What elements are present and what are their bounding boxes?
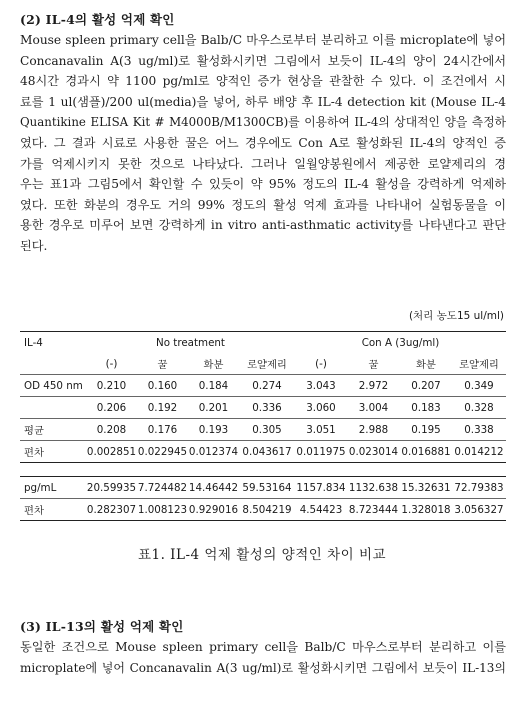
table-group-header-row bbox=[20, 332, 506, 354]
text-line: 48시간 경과시 약 1100 pg/ml로 양적인 증가 현상을 관찰한 수 있다. 이 조건에서 시 bbox=[20, 74, 506, 89]
table-cell: 0.328 bbox=[452, 397, 506, 419]
section-body-il4 bbox=[20, 30, 506, 257]
table-row bbox=[20, 397, 506, 419]
row-label: 편차 bbox=[20, 499, 86, 521]
column-header: 로얄제리 bbox=[239, 353, 295, 375]
table-row bbox=[20, 375, 506, 397]
table-cell: 0.184 bbox=[188, 375, 239, 397]
text-line: 료를 1 ul(샘플)/200 ul(media)을 넣어, 하루 배양 후 IL-4 detection kit (Mouse IL-4 bbox=[20, 94, 506, 109]
row-label: 평균 bbox=[20, 419, 86, 441]
column-header: 꿀 bbox=[137, 353, 188, 375]
table-cell: 3.056327 bbox=[452, 499, 506, 521]
row-label-header: IL-4 bbox=[20, 332, 86, 354]
subheader-blank bbox=[20, 353, 86, 375]
text-line: 였다. 또한 화분의 경우도 거의 99% 정도의 활성 억제 효과를 나타내어 실험동물을 이 bbox=[20, 197, 506, 212]
table-row bbox=[20, 499, 506, 521]
table-cell: 8.504219 bbox=[239, 499, 295, 521]
table-cell: 0.043617 bbox=[239, 441, 295, 463]
table-cell: 0.282307 bbox=[86, 499, 137, 521]
text-line: Concanavalin A(3 ug/ml)로 활성화시키면 그림에서 보듯이 IL-4의 양이 24시간에서 bbox=[20, 53, 506, 68]
table-cell: 3.060 bbox=[295, 397, 347, 419]
text-line: 된다. bbox=[20, 238, 48, 253]
table-cell: 3.051 bbox=[295, 419, 347, 441]
table-cell: 0.929016 bbox=[188, 499, 239, 521]
row-label: pg/mL bbox=[20, 477, 86, 499]
table-cell: 0.338 bbox=[452, 419, 506, 441]
column-header: 꿀 bbox=[347, 353, 400, 375]
table-cell: 1.328018 bbox=[400, 499, 452, 521]
table-cell: 0.011975 bbox=[295, 441, 347, 463]
il4-results-table bbox=[20, 331, 506, 463]
table-cell: 0.274 bbox=[239, 375, 295, 397]
table-cell: 1157.834 bbox=[295, 477, 347, 499]
table-cell: 20.59935 bbox=[86, 477, 137, 499]
table-cell: 0.201 bbox=[188, 397, 239, 419]
table-cell: 0.193 bbox=[188, 419, 239, 441]
column-header: 화분 bbox=[400, 353, 452, 375]
text-line: 였다. 그 결과 시료로 사용한 꿀은 어느 경우에도 Con A로 활성화된 IL-4의 양적인 증 bbox=[20, 135, 506, 150]
text-line: microplate에 넣어 Concanavalin A(3 ug/ml)로 활성화시키면 그림에서 보듯이 IL-13의 bbox=[20, 660, 506, 675]
group-con-a: Con A (3ug/ml) bbox=[295, 332, 506, 354]
row-label: OD 450 nm bbox=[20, 375, 86, 397]
table-cell: 0.183 bbox=[400, 397, 452, 419]
column-header: 화분 bbox=[188, 353, 239, 375]
table-row bbox=[20, 419, 506, 441]
table-caption: 표1. IL-4 억제 활성의 양적인 차이 비교 bbox=[137, 547, 387, 563]
concentration-note: (처리 농도15 ul/ml) bbox=[408, 310, 504, 322]
text-line: Mouse spleen primary cell을 Balb/C 마우스로부터 분리하고 이를 microplate에 넣어 bbox=[20, 33, 506, 47]
text-line: 가를 억제시키지 못한 것으로 나타났다. 그러나 일월양봉원에서 제공한 로얄제리의 경 bbox=[20, 156, 506, 171]
table-cell: 0.014212 bbox=[452, 441, 506, 463]
table-cell: 59.53164 bbox=[239, 477, 295, 499]
table-cell: 1132.638 bbox=[347, 477, 400, 499]
group-no-treatment: No treatment bbox=[86, 332, 295, 354]
table-cell: 0.002851 bbox=[86, 441, 137, 463]
column-header: 로얄제리 bbox=[452, 353, 506, 375]
text-line: Quantikine ELISA Kit # M4000B/M1300CB)를 이용하여 IL-4의 상대적인 양을 측정하 bbox=[20, 115, 506, 130]
row-label bbox=[20, 397, 86, 419]
section-heading-il4: (2) IL-4의 활성 억제 확인 bbox=[20, 12, 175, 27]
table-cell: 0.336 bbox=[239, 397, 295, 419]
table-cell: 14.46442 bbox=[188, 477, 239, 499]
table-cell: 2.972 bbox=[347, 375, 400, 397]
table-subheader-row bbox=[20, 353, 506, 375]
il4-concentration-table bbox=[20, 476, 506, 521]
table-cell: 0.023014 bbox=[347, 441, 400, 463]
table-cell: 15.32631 bbox=[400, 477, 452, 499]
table-cell: 0.160 bbox=[137, 375, 188, 397]
text-line: 우는 표1과 그림5에서 확인할 수 있듯이 약 95% 정도의 IL-4 활성을 강력하게 억제하 bbox=[20, 177, 506, 192]
table-cell: 0.176 bbox=[137, 419, 188, 441]
row-label: 편차 bbox=[20, 441, 86, 463]
table-cell: 0.016881 bbox=[400, 441, 452, 463]
table-cell: 0.208 bbox=[86, 419, 137, 441]
table-cell: 8.723444 bbox=[347, 499, 400, 521]
table-cell: 4.54423 bbox=[295, 499, 347, 521]
table-cell: 0.195 bbox=[400, 419, 452, 441]
text-line: 동일한 조건으로 Mouse spleen primary cell을 Balb/C 마우스로부터 분리하고 이를 bbox=[20, 640, 506, 654]
table-cell: 0.207 bbox=[400, 375, 452, 397]
table-cell: 0.022945 bbox=[137, 441, 188, 463]
table-cell: 0.305 bbox=[239, 419, 295, 441]
table-cell: 3.004 bbox=[347, 397, 400, 419]
table-cell: 3.043 bbox=[295, 375, 347, 397]
table-cell: 0.210 bbox=[86, 375, 137, 397]
section-heading-il13: (3) IL-13의 활성 억제 확인 bbox=[20, 619, 184, 634]
table-cell: 7.724482 bbox=[137, 477, 188, 499]
table-row bbox=[20, 441, 506, 463]
table-cell: 0.192 bbox=[137, 397, 188, 419]
column-header: (-) bbox=[86, 353, 137, 375]
section-body-il13 bbox=[20, 637, 506, 678]
table-cell: 0.206 bbox=[86, 397, 137, 419]
text-line: 용한 경우로 미루어 보면 강력하게 in vitro anti-asthmatic activity를 나타낸다고 판단 bbox=[20, 218, 506, 233]
table-cell: 72.79383 bbox=[452, 477, 506, 499]
table-cell: 2.988 bbox=[347, 419, 400, 441]
column-header: (-) bbox=[295, 353, 347, 375]
table-cell: 1.008123 bbox=[137, 499, 188, 521]
table-cell: 0.349 bbox=[452, 375, 506, 397]
table-row bbox=[20, 477, 506, 499]
table-cell: 0.012374 bbox=[188, 441, 239, 463]
